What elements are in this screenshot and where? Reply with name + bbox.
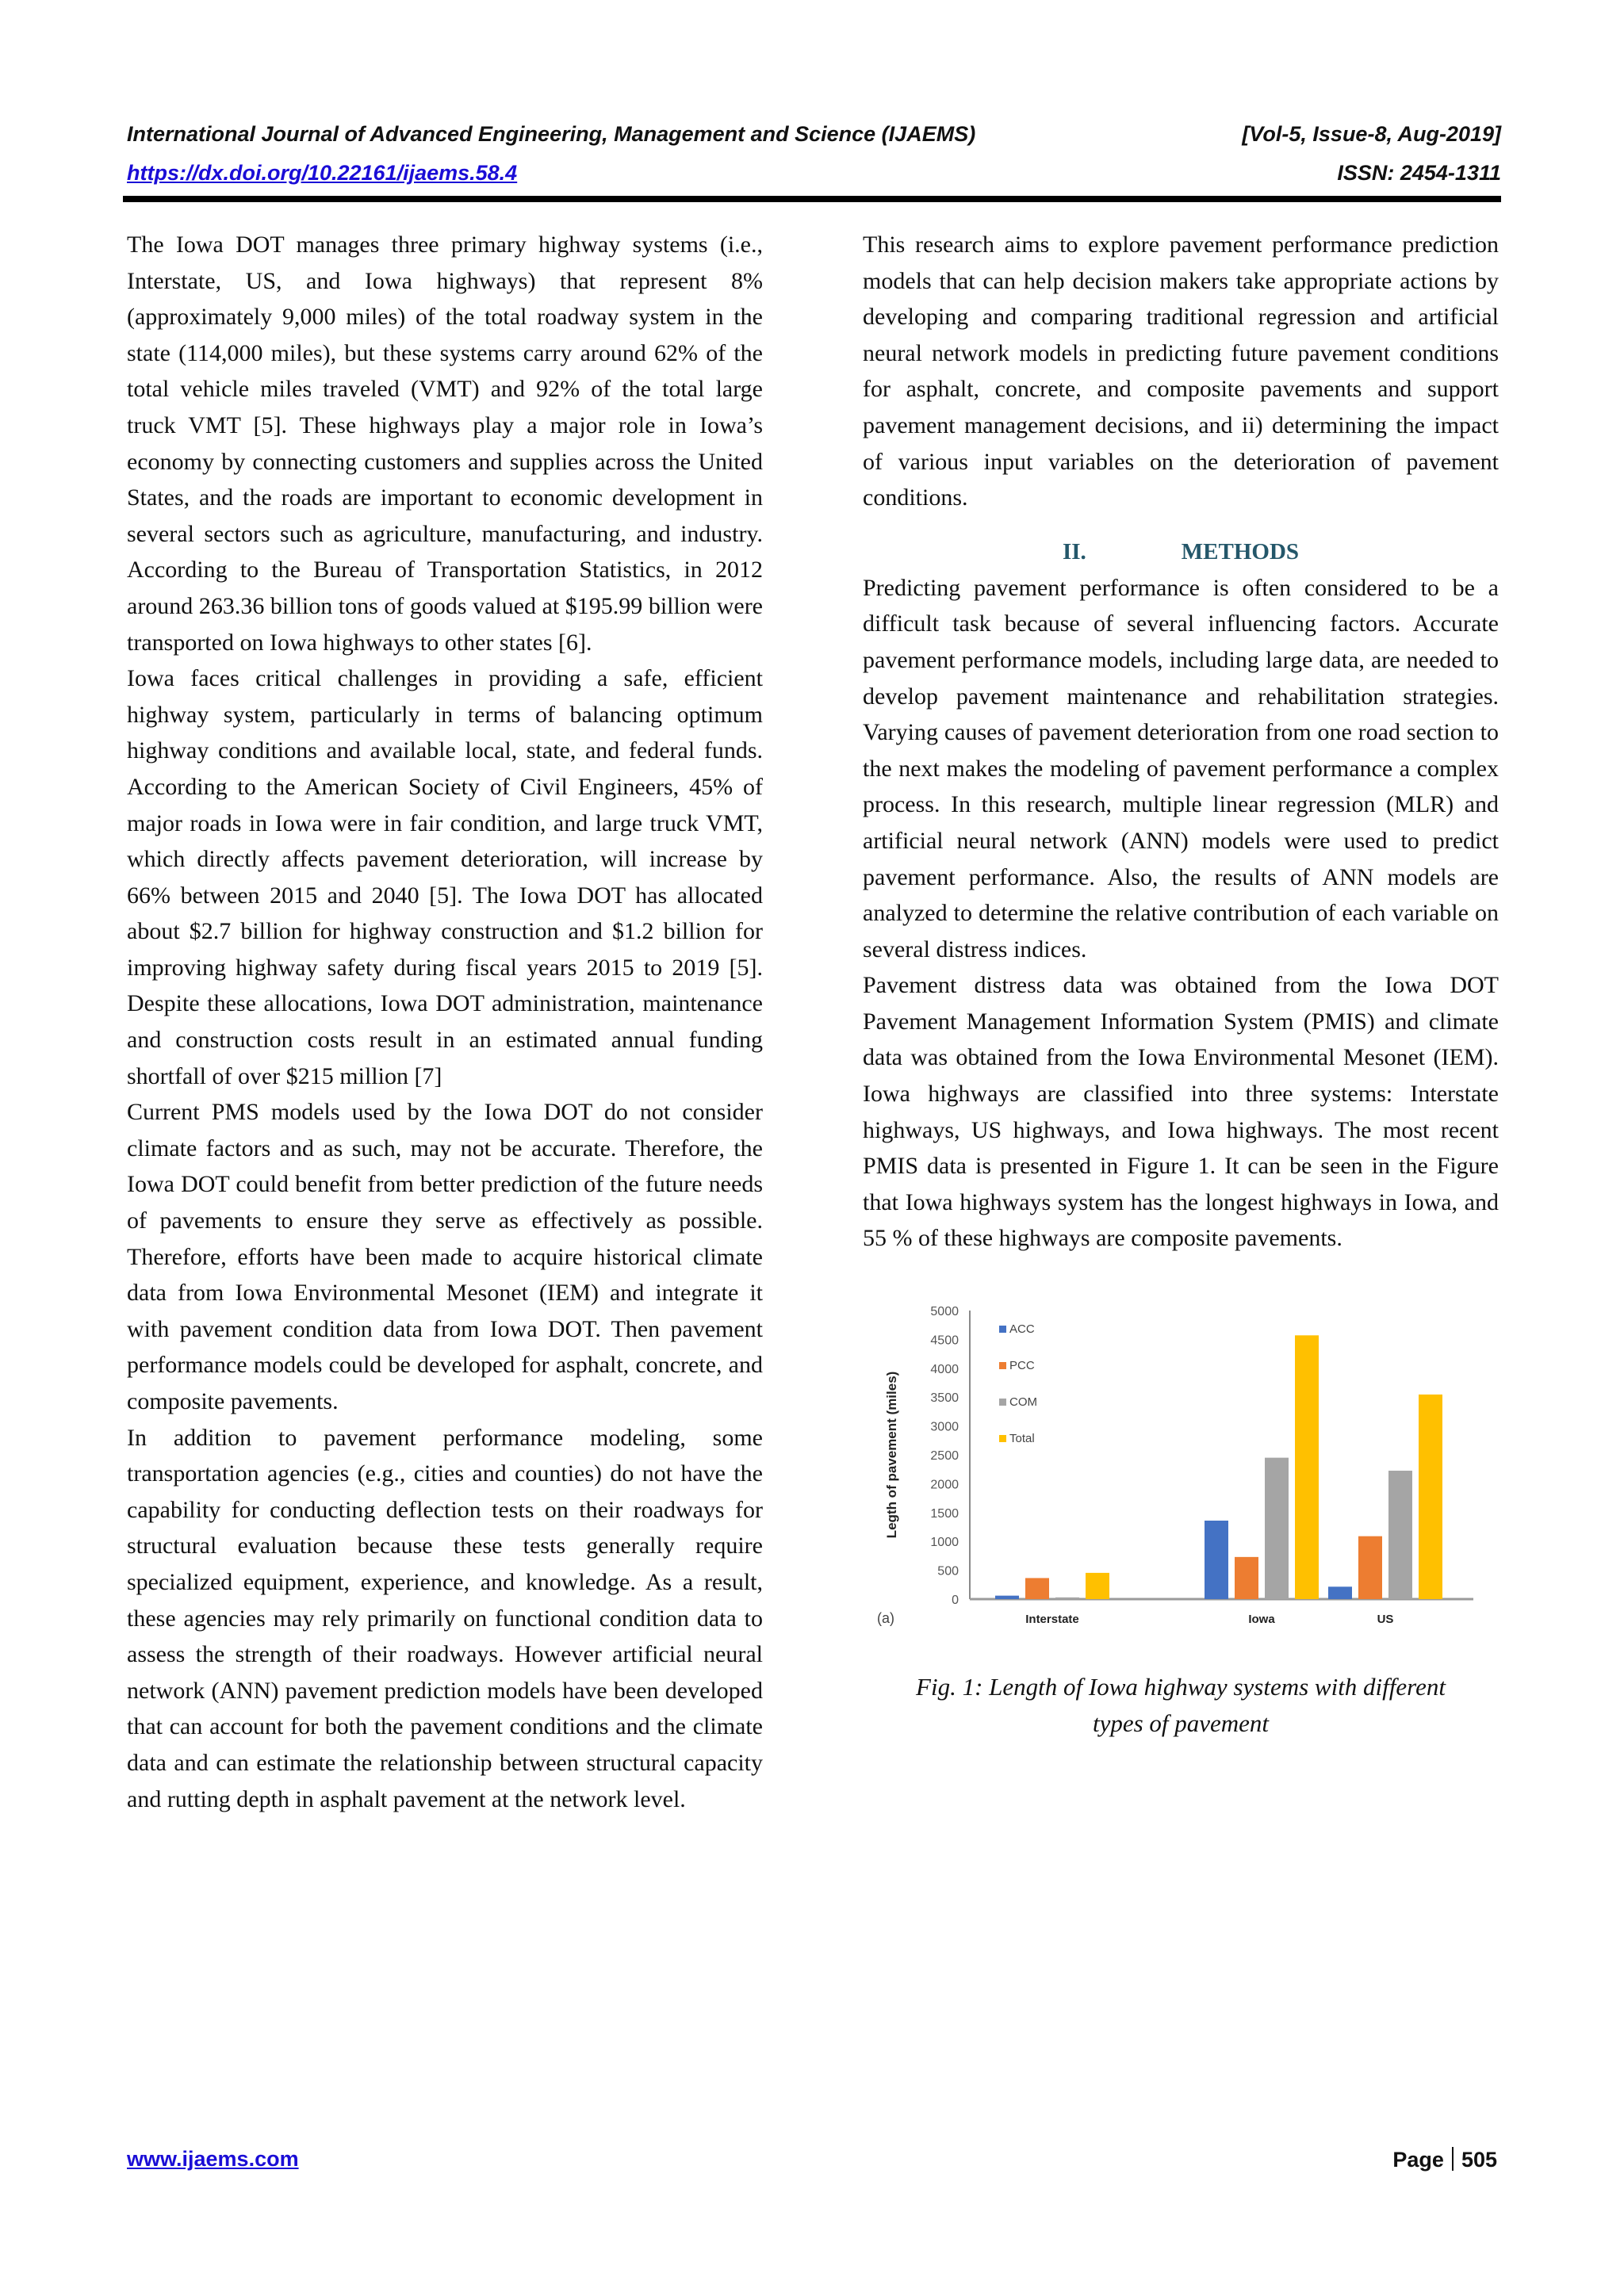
bar-total — [1295, 1335, 1319, 1599]
issue-info: [Vol-5, Issue-8, Aug-2019] — [1242, 122, 1501, 146]
legend-label: Total — [1009, 1432, 1035, 1446]
bar-pcc — [1025, 1578, 1049, 1599]
y-tick-label: 0 — [952, 1594, 959, 1608]
bar-com — [1388, 1471, 1412, 1599]
right-column — [863, 227, 1499, 1742]
legend-label: PCC — [1009, 1359, 1035, 1373]
section-heading — [863, 534, 1499, 570]
y-axis-label: Legth of pavement (miles) — [884, 1371, 899, 1539]
paragraph: Iowa faces critical challenges in providing a safe, efficient highway system, particularly in terms of balancing optimum highway conditions and available local, state, and federal funds. According to the American Society of Civil Engineers, 45% of major roads in Iowa were in fair condition, and large truck VMT, which directly affects pavement deterioration, will increase by 66% between 2015 and 2040 [5]. The Iowa DOT has allocated about $2.7 billion for highway construction and $1.2 billion for improving highway safety during fiscal years 2015 to 2019 [5]. Despite these allocations, Iowa DOT administration, maintenance and construction costs result in an estimated annual funding shortfall of over $215 million [7] — [127, 665, 763, 1089]
bar-acc — [995, 1596, 1019, 1599]
bar-pcc — [1358, 1536, 1382, 1599]
paragraph: Predicting pavement performance is often considered to be a difficult task because of several influencing factors. Accurate pavement performance models, including large data, are needed to develop pavement maintenance and rehabilitation strategies. Varying causes of pavement deterioration from one road section to the next makes the modeling of pavement performance a complex process. In this research, multiple linear regression (MLR) and artificial neural network (ANN) models were used to predict pavement performance. Also, the results of ANN models are analyzed to determine the relative contribution of each variable on several distress indices. — [863, 574, 1499, 962]
figure-1 — [863, 1298, 1499, 1663]
bar-acc — [1328, 1586, 1352, 1599]
x-tick-label: Interstate — [1025, 1613, 1079, 1627]
paragraph: In addition to pavement performance modeling, some transportation agencies (e.g., cities and counties) do not have the capability for conducting deflection tests on their roadways for structural evaluation because these tests generally require specialized equipment, experience, and knowledge. As a result, these agencies may rely primarily on functional condition data to assess the strength of their roadways. However artificial neural network (ANN) pavement prediction models have been developed that can account for both the pavement conditions and the climate data and can estimate the relationship between structural capacity and rutting depth in asphalt pavement at the network level. — [127, 1424, 763, 1812]
y-tick-label: 1500 — [930, 1506, 959, 1521]
bar-total — [1419, 1395, 1442, 1599]
paragraph: The Iowa DOT manages three primary highway systems (i.e., Interstate, US, and Iowa highways) that represent 8% (approximately 9,000 miles) of the total roadway system in the state (114,000 miles), but these systems carry around 62% of the total vehicle miles traveled (VMT) and 92% of the total large truck VMT [5]. These highways play a major role in Iowa’s economy by connecting customers and supplies across the United States, and the roads are important to economic development in several sectors such as agriculture, manufacturing, and industry. According to the Bureau of Transportation Statistics, in 2012 around 263.36 billion tons of goods valued at $195.99 billion were transported on Iowa highways to other states [6]. — [127, 232, 763, 656]
header-divider — [123, 196, 1501, 202]
y-tick-label: 2500 — [930, 1449, 959, 1464]
y-tick-label: 4500 — [930, 1334, 959, 1348]
left-column — [127, 227, 763, 1817]
y-tick-label: 4000 — [930, 1362, 959, 1376]
doi-link[interactable]: https://dx.doi.org/10.22161/ijaems.58.4 — [127, 161, 518, 185]
website-link[interactable]: www.ijaems.com — [127, 2147, 299, 2171]
legend-label: ACC — [1009, 1322, 1035, 1337]
figure-caption: Fig. 1: Length of Iowa highway systems with different types of pavement — [916, 1673, 1446, 1738]
y-tick-label: 3500 — [930, 1391, 959, 1406]
divider — [1452, 2147, 1454, 2171]
bar-chart — [863, 1298, 1499, 1663]
paragraph: This research aims to explore pavement performance prediction models that can help decision makers take appropriate actions by developing and comparing traditional regression and artificial neural network models in predicting future pavement conditions for asphalt, concrete, and composite pavements and support pavement management decisions, and ii) determining the impact of various input variables on the deterioration of pavement conditions. — [863, 232, 1499, 511]
page-footer — [127, 2147, 1497, 2172]
legend-swatch — [999, 1435, 1006, 1442]
x-tick-label: US — [1377, 1613, 1394, 1627]
section-number: II. — [1062, 538, 1086, 564]
bar-acc — [1205, 1521, 1228, 1599]
legend-swatch — [999, 1362, 1006, 1369]
panel-label: (a) — [877, 1610, 894, 1627]
bar-com — [1055, 1598, 1079, 1599]
legend-label: COM — [1009, 1395, 1037, 1410]
journal-title: International Journal of Advanced Engineering, Management and Science (IJAEMS) — [127, 122, 976, 146]
bar-pcc — [1235, 1557, 1258, 1599]
page-indicator: Page 505 — [1392, 2148, 1497, 2172]
issn: ISSN: 2454-1311 — [1337, 161, 1501, 185]
page-number: 505 — [1461, 2148, 1497, 2172]
y-tick-label: 500 — [937, 1564, 959, 1578]
bar-total — [1086, 1573, 1109, 1599]
paragraph: Current PMS models used by the Iowa DOT do not consider climate factors and as such, may not be accurate. Therefore, the Iowa DOT could benefit from better prediction of the future needs of pavements to ensure they serve as effectively as possible. Therefore, efforts have been made to acquire historical climate data from Iowa Environmental Mesonet (IEM) and integrate it with pavement condition data from Iowa DOT. Then pavement performance models could be developed for asphalt, concrete, and composite pavements. — [127, 1099, 763, 1414]
y-tick-label: 3000 — [930, 1420, 959, 1434]
bar-com — [1265, 1458, 1289, 1599]
y-tick-label: 5000 — [930, 1305, 959, 1319]
paragraph: Pavement distress data was obtained from the Iowa DOT Pavement Management Information System (PMIS) and climate data was obtained from the Iowa Environmental Mesonet (IEM). Iowa highways are classified into three systems: Interstate highways, US highways, and Iowa highways. The most recent PMIS data is presented in Figure 1. It can be seen in the Figure that Iowa highways system has the longest highways in Iowa, and 55 % of these highways are composite pavements. — [863, 972, 1499, 1252]
section-title: METHODS — [1181, 538, 1300, 564]
legend-swatch — [999, 1399, 1006, 1406]
x-tick-label: Iowa — [1248, 1613, 1275, 1627]
legend-swatch — [999, 1326, 1006, 1333]
y-tick-label: 2000 — [930, 1478, 959, 1492]
y-tick-label: 1000 — [930, 1536, 959, 1550]
